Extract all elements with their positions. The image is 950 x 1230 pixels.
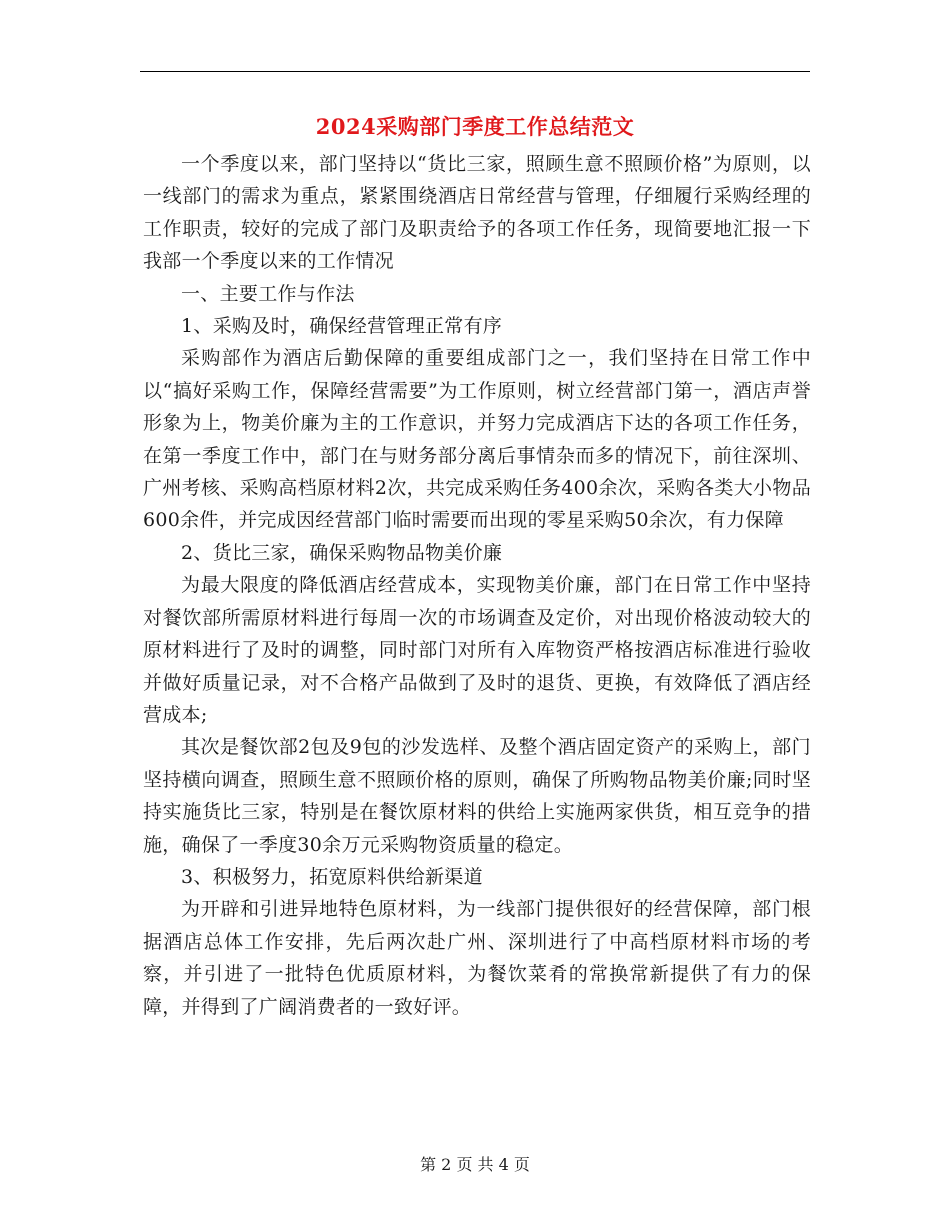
subheading-compare-suppliers: 2、货比三家，确保采购物品物美价廉: [181, 541, 503, 564]
section-heading-main-work: 一、主要工作与作法: [181, 282, 355, 305]
document-body: [143, 148, 811, 1023]
paragraph-fixed-assets: 其次是餐饮部2包及9包的沙发选样、及整个酒店固定资产的采购上，部门坚持横向调查，照顾生意不照顾价格的原则，确保了所购物品物美价廉;同时坚持实施货比三家，特别是在餐饮原材料的供给上实施两家供货，相互竞争的措施，确保了一季度30余万元采购物资质量的稳定。: [143, 736, 811, 856]
paragraph-new-channels: 为开辟和引进异地特色原材料，为一线部门提供很好的经营保障，部门根据酒店总体工作安排，先后两次赴广州、深圳进行了中高档原材料市场的考察，并引进了一批特色优质原材料，为餐饮菜肴的常换常新提供了有力的保障，并得到了广阔消费者的一致好评。: [143, 898, 811, 1018]
document-title: 2024采购部门季度工作总结范文: [315, 114, 635, 139]
paragraph-cost-reduction: 为最大限度的降低酒店经营成本，实现物美价廉，部门在日常工作中坚持对餐饮部所需原材料进行每周一次的市场调查及定价，对出现价格波动较大的原材料进行了及时的调整，同时部门对所有入库物资严格按酒店标准进行验收并做好质量记录，对不合格产品做到了及时的退货、更换，有效降低了酒店经营成本;: [143, 574, 811, 726]
page-footer: 第 2 页 共 4 页: [420, 1155, 530, 1174]
header-rule: [140, 71, 810, 72]
subheading-new-channels: 3、积极努力，拓宽原料供给新渠道: [181, 865, 483, 888]
paragraph-timely-purchasing: 采购部作为酒店后勤保障的重要组成部门之一，我们坚持在日常工作中以“搞好采购工作，保障经营需要”为工作原则，树立经营部门第一，酒店声誉形象为上，物美价廉为主的工作意识，并努力完成酒店下达的各项工作任务，在第一季度工作中，部门在与财务部分离后事情杂而多的情况下，前往深圳、广州考核、采购高档原材料2次，共完成采购任务400余次，采购各类大小物品600余件，并完成因经营部门临时需要而出现的零星采购50余次，有力保障: [143, 347, 811, 532]
subheading-timely-purchasing: 1、采购及时，确保经营管理正常有序: [181, 315, 503, 338]
paragraph-intro: 一个季度以来，部门坚持以“货比三家，照顾生意不照顾价格”为原则，以一线部门的需求为重点，紧紧围绕酒店日常经营与管理，仔细履行采购经理的工作职责，较好的完成了部门及职责给予的各项工作任务，现简要地汇报一下我部一个季度以来的工作情况: [143, 153, 811, 273]
